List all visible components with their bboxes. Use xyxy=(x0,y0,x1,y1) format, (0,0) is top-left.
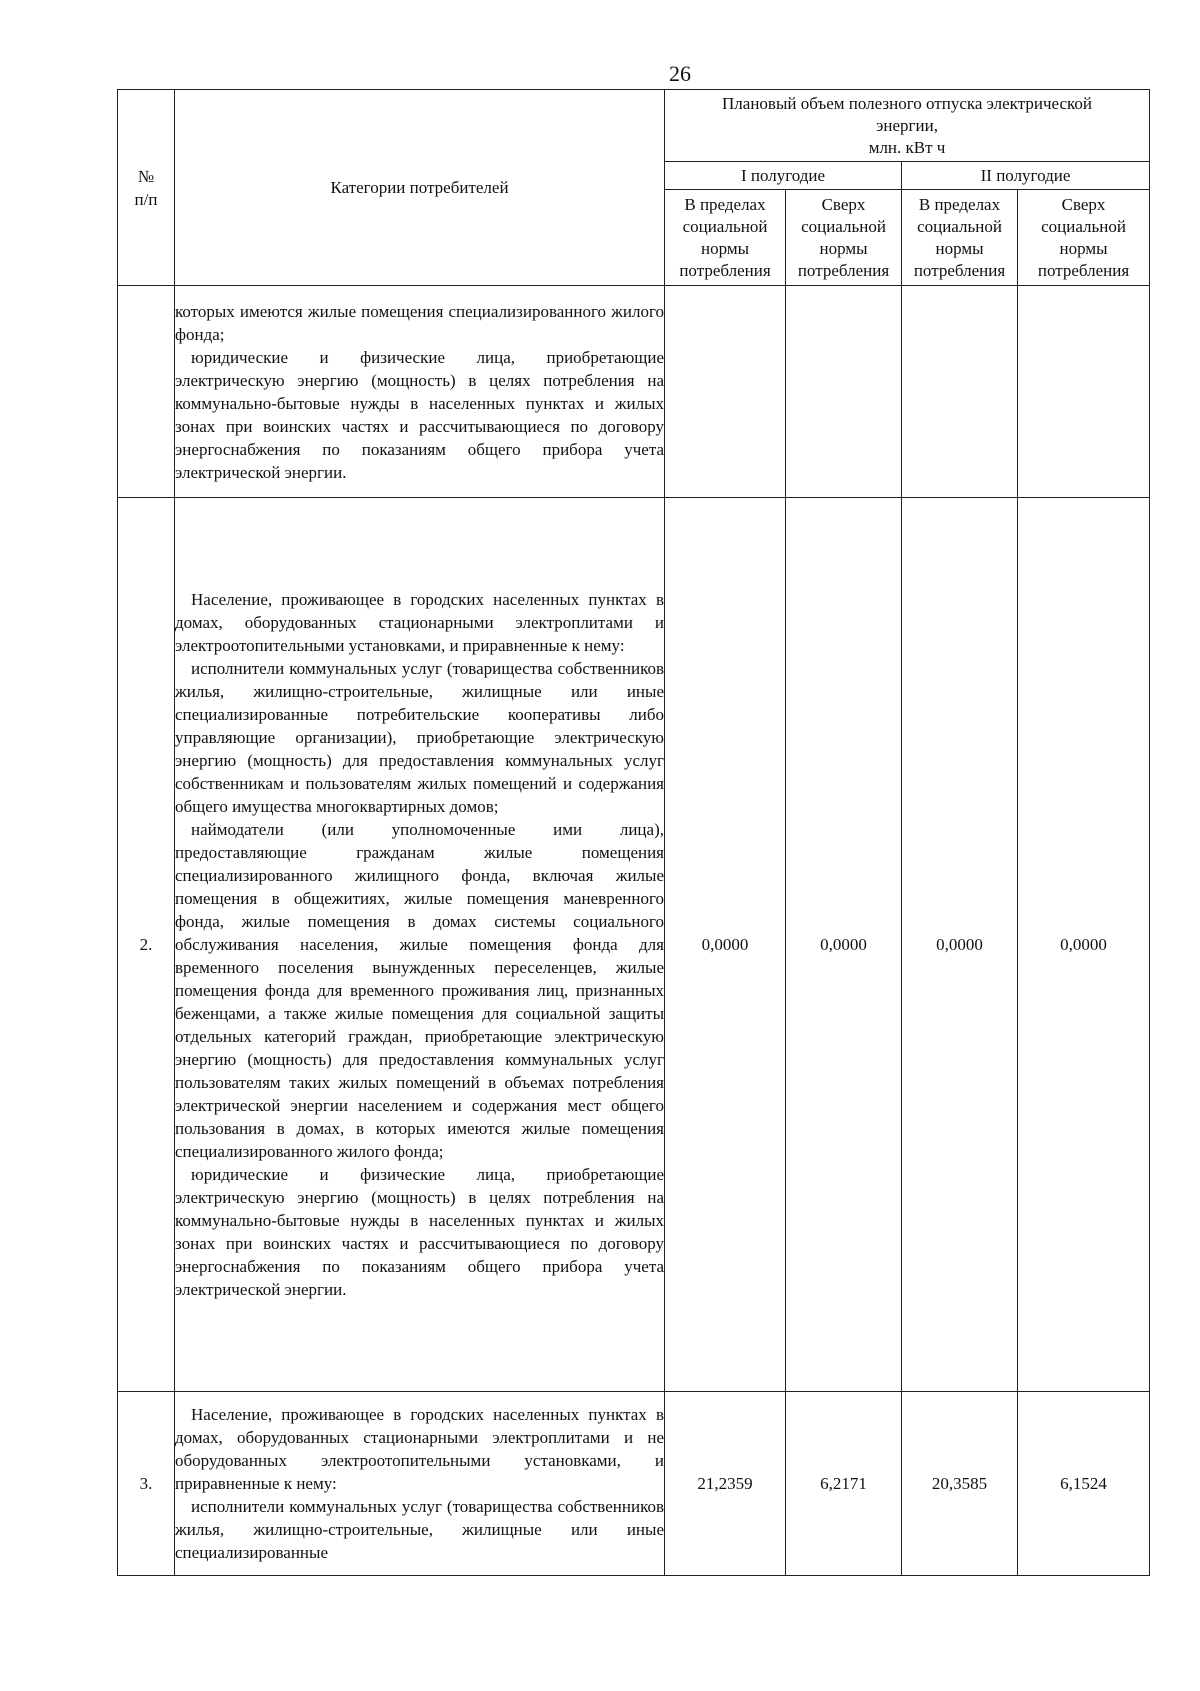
row-number xyxy=(118,286,175,498)
header-h1-above-norm xyxy=(786,190,902,286)
header-text: нормы xyxy=(935,238,984,258)
value-h1-within: 21,2359 xyxy=(665,1392,786,1576)
header-text: нормы xyxy=(700,238,750,258)
header-category: Категории потребителей xyxy=(175,90,665,286)
header-text: нормы xyxy=(1059,238,1108,258)
header-text: нормы xyxy=(819,238,868,258)
category-paragraph: юридические и физические лица, приобретающие электрическую энергию (мощность) в целях потребления на коммунально-бытовые нужды в населенных пунктах и жилых зонах при воинских частях и рассчитывающиеся по договору энергоснабжения по показаниям общего прибора учета электрической энергии. xyxy=(175,347,664,482)
header-number-label: № xyxy=(137,166,155,186)
header-number-sublabel: п/п xyxy=(134,189,158,209)
category-paragraph: наймодатели (или уполномоченные ими лица), предоставляющие гражданам жилые помещения специализированного жилищного фонда, включая жилые помещения в общежитиях, жилые помещения маневренного фонда, жилые помещения в домах системы социального обслуживания населения, жилые помещения фонда для временного поселения вынужденных переселенцев, жилые помещения фонда для временного проживания лиц, признанных беженцами, а также жилые помещения для социальной защиты отдельных категорий граждан, приобретающие электрическую энергию (мощность) для предоставления коммунальных услуг пользователям таких жилых помещений в объемах потребления электрической энергии населением и содержания мест общего пользования в домах, в которых имеются жилые помещения специализированного жилого фонда; xyxy=(175,820,664,1161)
header-text: потребления xyxy=(797,260,890,280)
header-text: социальной xyxy=(801,216,886,236)
category-paragraph: юридические и физические лица, приобретающие электрическую энергию (мощность) в целях потребления на коммунально-бытовые нужды в населенных пунктах и жилых зонах при воинских частях и рассчитывающиеся по договору энергоснабжения по показаниям общего прибора учета электрической энергии. xyxy=(175,1165,664,1299)
header-text: социальной xyxy=(917,216,1002,236)
header-text: В пределах xyxy=(684,194,766,214)
table-row xyxy=(118,498,1150,1392)
category-paragraph: Население, проживающее в городских населенных пунктах в домах, оборудованных стационарными электроплитами и электроотопительными установками, и приравненные к нему: xyxy=(175,590,664,655)
header-half-2: II полугодие xyxy=(902,162,1150,190)
header-half-1: I полугодие xyxy=(665,162,902,190)
consumption-table xyxy=(117,89,1150,1576)
header-text: В пределах xyxy=(918,194,1001,214)
header-volume-line-1: Плановый объем полезного отпуска электрической xyxy=(722,93,1093,113)
header-h2-within-norm xyxy=(902,190,1018,286)
value-h2-within xyxy=(902,286,1018,498)
value-h2-above: 0,0000 xyxy=(1018,498,1150,1392)
header-volume xyxy=(665,90,1150,162)
header-volume-line-3: млн. кВт ч xyxy=(868,137,946,157)
category-paragraph: Население, проживающее в городских населенных пунктах в домах, оборудованных стационарными электроплитами и не оборудованных электроотопительными установками, и приравненные к нему: xyxy=(175,1405,664,1493)
header-text: социальной xyxy=(682,216,768,236)
header-h1-within-norm xyxy=(665,190,786,286)
value-h2-within: 20,3585 xyxy=(902,1392,1018,1576)
header-text: социальной xyxy=(1041,216,1126,236)
category-paragraph: которых имеются жилые помещения специализированного жилого фонда; xyxy=(175,301,664,344)
value-h1-above: 0,0000 xyxy=(786,498,902,1392)
header-h2-above-norm xyxy=(1018,190,1150,286)
row-category xyxy=(175,1392,665,1576)
table-row xyxy=(118,286,1150,498)
category-paragraph: исполнители коммунальных услуг (товарищества собственников жилья, жилищно-строительные, жилищные или иные специализированные xyxy=(175,1497,664,1562)
row-number: 3. xyxy=(118,1392,175,1576)
value-h2-above xyxy=(1018,286,1150,498)
header-text: потребления xyxy=(913,260,1006,280)
value-h1-above xyxy=(786,286,902,498)
header-text: потребления xyxy=(679,260,771,280)
page-number: 26 xyxy=(669,61,691,86)
header-volume-line-2: энергии, xyxy=(876,115,938,135)
header-text: Сверх xyxy=(821,194,866,214)
value-h2-within: 0,0000 xyxy=(902,498,1018,1392)
header-text: Сверх xyxy=(1061,194,1106,214)
value-h1-above: 6,2171 xyxy=(786,1392,902,1576)
header-number-cell xyxy=(118,90,175,286)
category-paragraph: исполнители коммунальных услуг (товарищества собственников жилья, жилищно-строительные, жилищные или иные специализированные потребительские кооперативы либо управляющие организации), приобретающие электрическую энергию (мощность) для предоставления коммунальных услуг собственникам и пользователям жилых помещений и содержания общего имущества многоквартирных домов; xyxy=(175,659,664,816)
header-text: потребления xyxy=(1037,260,1130,280)
row-category xyxy=(175,498,665,1392)
table-row xyxy=(118,1392,1150,1576)
row-number: 2. xyxy=(118,498,175,1392)
value-h1-within: 0,0000 xyxy=(665,498,786,1392)
value-h2-above: 6,1524 xyxy=(1018,1392,1150,1576)
value-h1-within xyxy=(665,286,786,498)
row-category xyxy=(175,286,665,498)
